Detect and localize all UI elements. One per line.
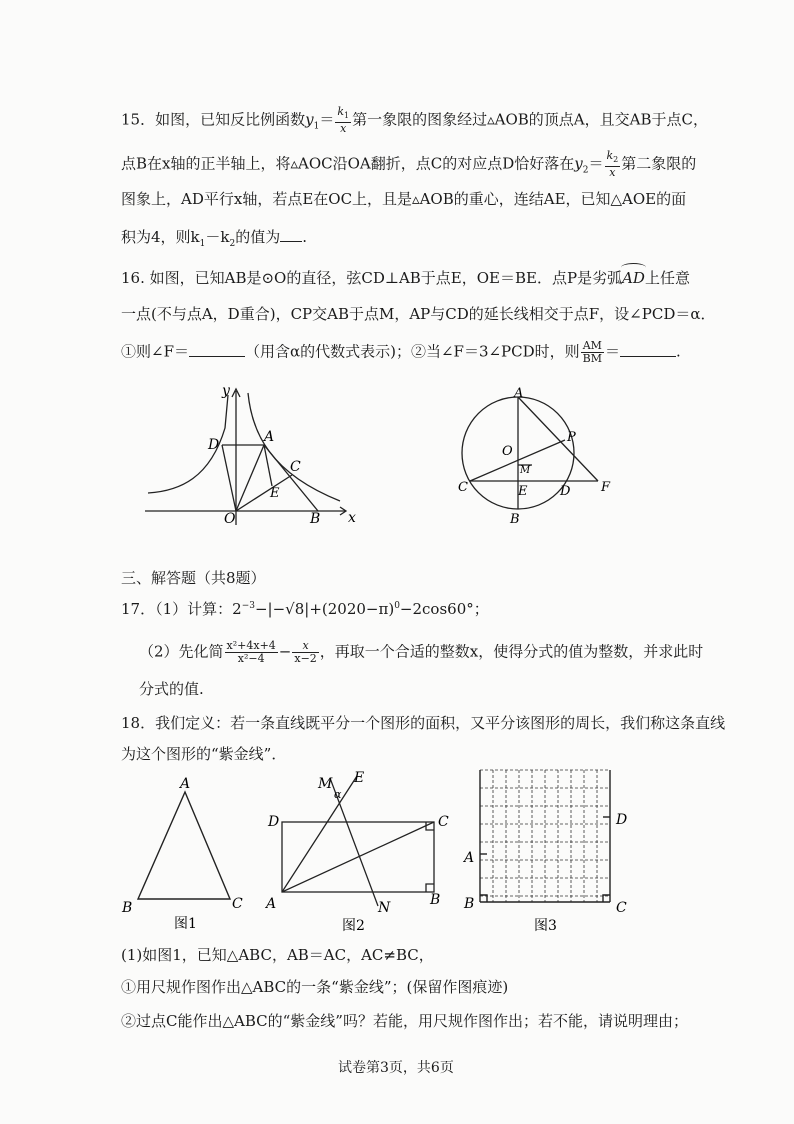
q17-part1: 17．（1）计算：$2^{-3}-|-√8|+(2020-\pi)^0-2\cos 60^\circ$； xyxy=(121,600,489,618)
fig16-P: P xyxy=(567,430,576,445)
q17-part2: （2）先化简 $\frac{\text{x²+4x+4}}{\text{x²−4}}$ − $\frac{x}{x-2}$ ，再取一个合适的整数x，使得分式的值为整数，并求此时 xyxy=(139,639,704,665)
fig2-N: N xyxy=(378,900,391,916)
fig16-C: C xyxy=(458,480,468,495)
fig3-B: B xyxy=(464,896,475,912)
page-footer: 试卷第3页，共6页 xyxy=(338,1060,454,1076)
q18-sub1: (1)如图1，已知△ABC，AB＝AC，AC≠BC， xyxy=(121,946,434,964)
fig2-D: D xyxy=(268,814,280,830)
q16-line3: ①则∠F＝ （用含α的代数式表示)；②当∠F＝3∠PCD时，则 $\frac{AM}{BM}$ ＝ . xyxy=(121,339,681,365)
q18-sub3: ②过点C能作出△ABC的“紫金线”吗？若能，用尺规作图作出；若不能，请说明理由； xyxy=(121,1012,688,1030)
fig2-E: E xyxy=(354,770,365,786)
fig2-caption: 图2 xyxy=(342,918,365,934)
figure-q15 xyxy=(140,383,370,528)
fig16-D: D xyxy=(560,484,571,499)
fig16-E: E xyxy=(518,484,528,499)
fig15-x-label: x xyxy=(348,510,356,526)
q15-line4: 积为4，则$k_1-k_2$的值为 . xyxy=(121,228,307,249)
fig2-alpha: α xyxy=(334,788,342,801)
q18-line1: 18．我们定义：若一条直线既平分一个图形的面积，又平分该图形的周长，我们称这条直线 xyxy=(121,714,726,732)
fig3-caption: 图3 xyxy=(534,918,557,934)
arc-ad: AD xyxy=(622,269,645,287)
fig16-A: A xyxy=(514,386,524,401)
fig2-M: M xyxy=(318,776,333,792)
fig15-D: D xyxy=(208,437,220,453)
fig16-O: O xyxy=(502,444,513,459)
q18-line2: 为这个图形的“紫金线”． xyxy=(121,745,287,763)
fig1-B: B xyxy=(122,900,133,916)
fig15-B: B xyxy=(310,511,321,527)
fig3-D: D xyxy=(616,812,628,828)
fig1-C: C xyxy=(232,896,243,912)
fig15-O: O xyxy=(224,511,236,527)
q18-sub2: ①用尺规作图作出△ABC的一条“紫金线”；(保留作图痕迹) xyxy=(121,978,509,996)
q16-line1: 16. 如图，已知AB是⊙O的直径，弦CD⊥AB于点E，OE＝BE．点P是劣弧 AD上任意 xyxy=(121,267,690,288)
q17-part3: 分式的值. xyxy=(139,680,204,698)
fig15-C: C xyxy=(290,459,301,475)
fig1-A: A xyxy=(180,776,191,792)
section3-heading: 三、解答题（共8题） xyxy=(121,569,266,587)
fig2-B: B xyxy=(430,892,441,908)
figure-q16 xyxy=(450,385,625,530)
q15-line3: 图象上，AD平行x轴，若点E在OC上，且是▵AOB的重心，连结AE，已知△AOE的面 xyxy=(121,190,687,208)
figure-18-3 xyxy=(462,762,642,938)
figure-18-2 xyxy=(262,768,452,936)
fig16-M: M xyxy=(520,465,531,476)
figure-18-1 xyxy=(118,772,248,932)
fig15-y-label: y xyxy=(222,383,230,399)
fig16-F: F xyxy=(601,480,611,495)
fig16-B: B xyxy=(510,512,520,527)
fig2-C: C xyxy=(438,814,449,830)
fig3-A: A xyxy=(464,850,475,866)
q15-line2: 点B在x轴的正半轴上，将▵AOC沿OA翻折，点C的对应点D恰好落在$y_2=$ $\frac{k_2}{x}$ 第二象限的 xyxy=(121,149,697,180)
q15-line1: 15．如图，已知反比例函数$y_1=$ $\frac{k_1}{x}$ 第一象限的图象经过▵AOB的顶点A，且交AB于点C， xyxy=(121,105,708,136)
fig15-A: A xyxy=(264,429,275,445)
fig1-caption: 图1 xyxy=(174,916,197,932)
q16-line2: 一点(不与点A，D重合)，CP交AB于点M，AP与CD的延长线相交于点F，设∠PCD＝α． xyxy=(121,305,716,323)
fig2-A: A xyxy=(266,896,277,912)
fig3-C: C xyxy=(616,900,627,916)
fig15-E: E xyxy=(270,486,280,501)
